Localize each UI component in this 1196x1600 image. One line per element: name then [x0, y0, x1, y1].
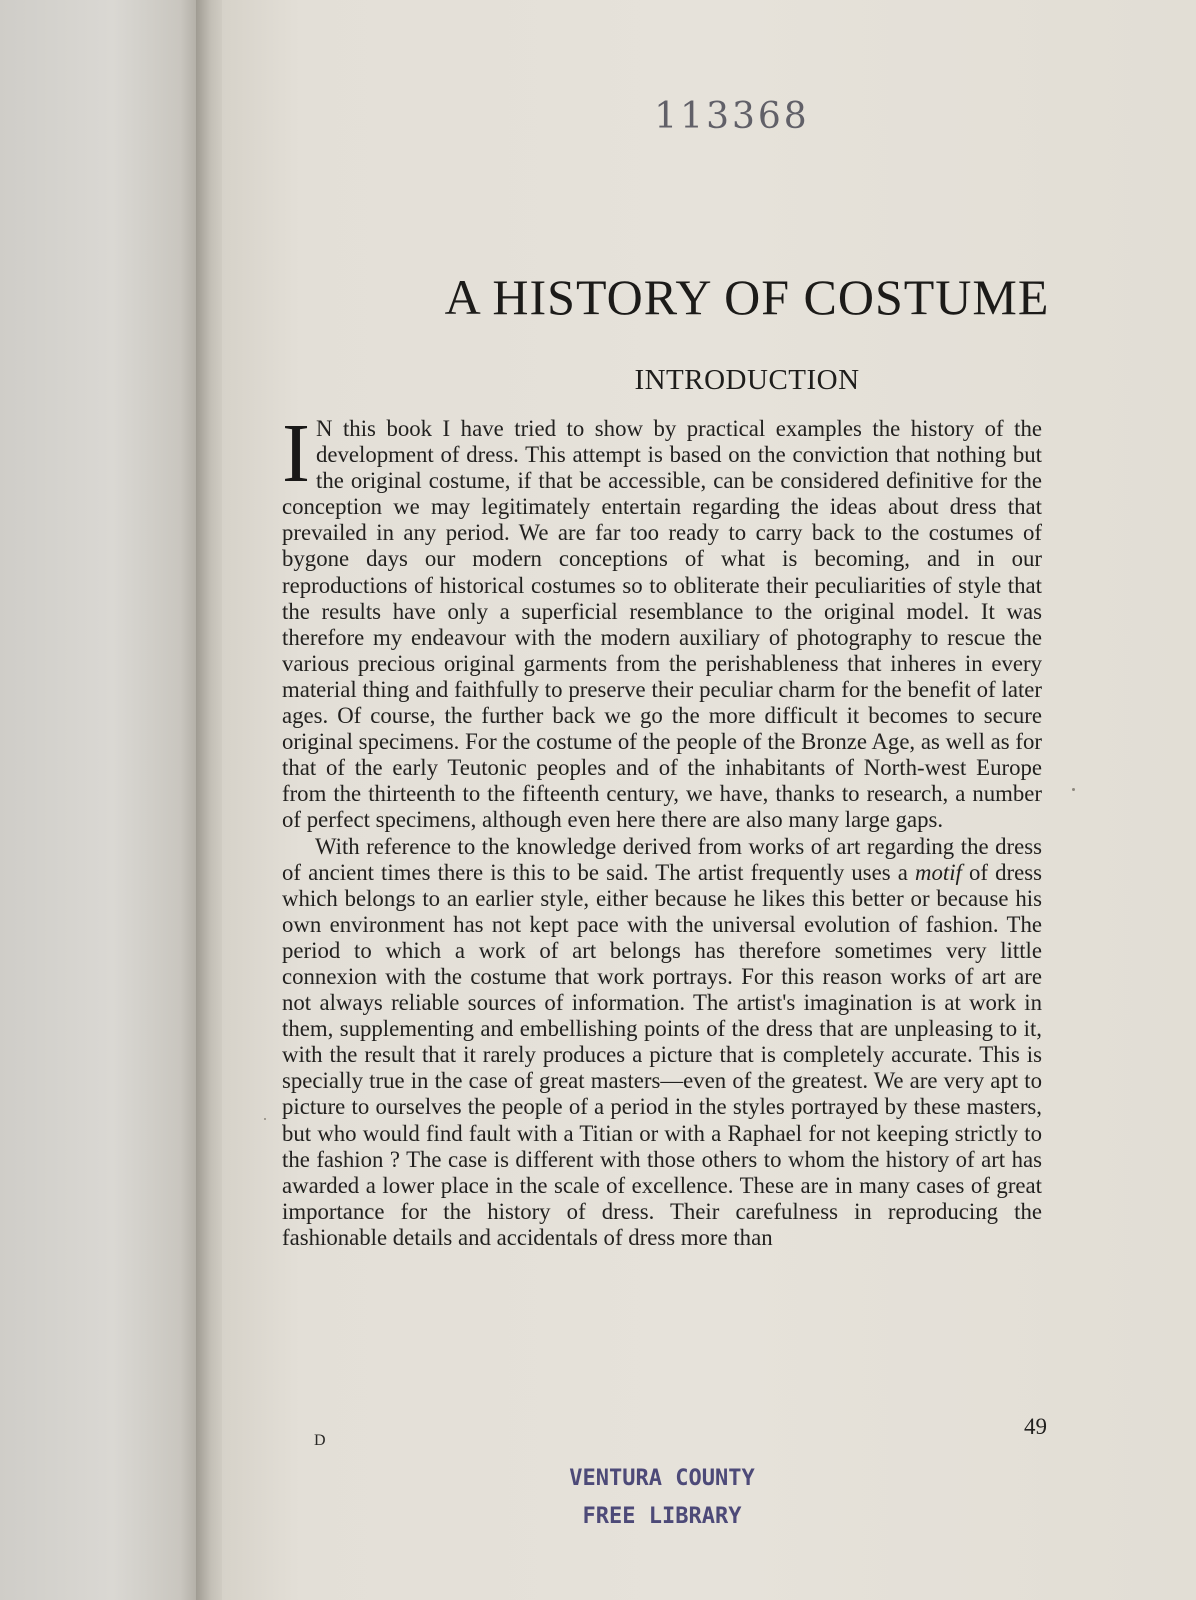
paragraph-1 [282, 407, 1042, 834]
drop-cap: I [282, 407, 310, 500]
library-stamp-line-1: VENTURA COUNTY [569, 1466, 755, 1491]
book-page [222, 0, 1196, 1600]
library-stamp [532, 1460, 792, 1536]
book-title: A HISTORY OF COSTUME [444, 269, 1050, 325]
paper-speck [264, 1118, 266, 1120]
paragraph-2 [282, 834, 1042, 1252]
paragraph-2-text-a: With reference to the knowledge derived from works of art regarding the dress of ancient times there is this to be said. The artist frequently uses a [282, 833, 1042, 885]
paragraph-1-text: N this book I have tried to show by practical examples the history of the development of dress. This attempt is based on the conviction that nothing but the original costume, if that be accessible, can be considered definitive for the conception we may legitimately entertain regarding the ideas about dress that prevailed in any period. We are far too ready to carry back to the costumes of bygone days our modern conceptions of what is becoming, and in our reproductions of historical costumes so to obliterate their peculiarities of style that the results have only a superficial resemblance to the original model. It was therefore my endeavour with the modern auxiliary of photography to rescue the various precious original garments from the perishableness that inheres in every material thing and faithfully to preserve their peculiar charm for the benefit of later ages. Of course, the further back we go the more difficult it becomes to secure original specimens. For the costume of the people of the Bronze Age, as well as for that of the early Teutonic peoples and of the inhabitants of North-west Europe from the thirteenth to the fifteenth century, we have, thanks to research, a number of perfect specimens, although even here there are also many large gaps. [282, 416, 1042, 833]
paragraph-2-italic: motif [915, 859, 962, 885]
paragraph-2-text-b: of dress which belongs to an earlier style, either because he likes this better or because his own environment has not kept pace with the universal evolution of fashion. The period to which a work of art belongs has therefore sometimes very little connexion with the costume that work portrays. For this reason works of art are not always reliable sources of information. The artist's imagination is at work in them, supplementing and embellishing points of the dress that are unpleasing to it, with the result that it rarely produces a picture that is completely accurate. This is specially true in the case of great masters—even of the greatest. We are very apt to picture to ourselves the people of a period in the styles portrayed by these masters, but who would find fault with a Titian or with a Raphael for not keeping strictly to the fashion ? The case is different with those others to whom the history of art has awarded a lower place in the scale of excellence. These are in many cases of great importance for the history of dress. Their carefulness in reproducing the fashionable details and accidentals of dress more than [282, 859, 1042, 1250]
section-heading: INTRODUCTION [634, 364, 860, 396]
body-text [282, 407, 1042, 1251]
library-stamp-line-2: FREE LIBRARY [582, 1504, 742, 1529]
accession-number-stamp: 113368 [654, 96, 810, 137]
page-number: 49 [1024, 1414, 1047, 1439]
paper-speck [1072, 788, 1075, 791]
signature-mark: D [314, 1432, 326, 1449]
left-facing-page [0, 0, 205, 1600]
